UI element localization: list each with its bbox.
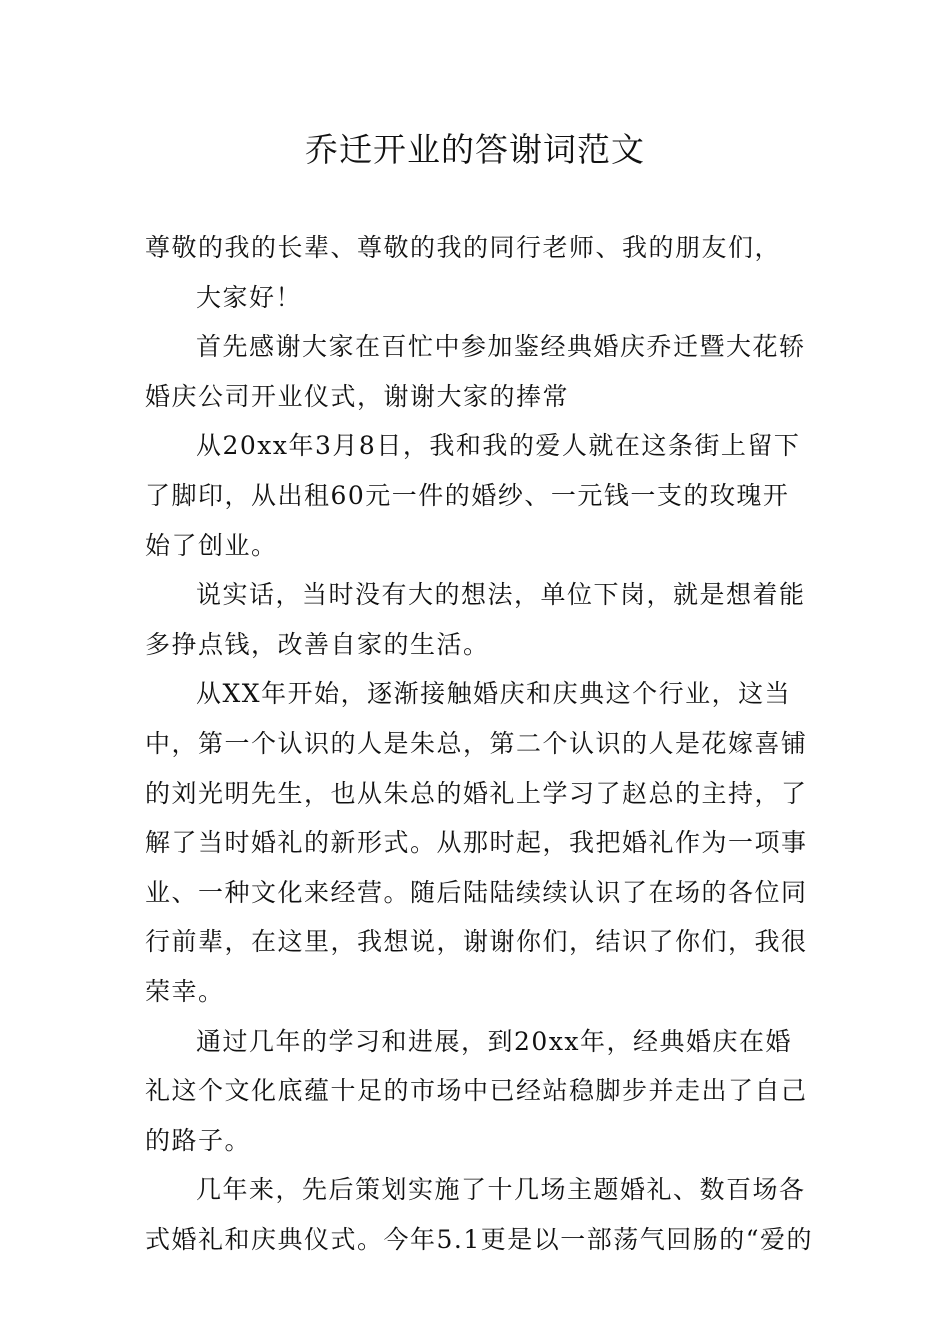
paragraph-salutation: 尊敬的我的长辈、尊敬的我的同行老师、我的朋友们，: [145, 233, 782, 262]
document-body: [145, 223, 815, 1264]
paragraph-beginning: 从20xx年3月8日，我和我的爱人就在这条街上留下了脚印，从出租60元一件的婚纱、一元钱一支的玫瑰开始了创业。: [145, 431, 801, 560]
paragraph-achievements: 几年来，先后策划实施了十几场主题婚礼、数百场各式婚礼和庆典仪式。今年5.1更是以一部荡气回肠的“爱的: [145, 1175, 814, 1254]
paragraph-industry: 从XX年开始，逐渐接触婚庆和庆典这个行业，这当中，第一个认识的人是朱总，第二个认识的人是花嫁喜铺的刘光明先生，也从朱总的婚礼上学习了赵总的主持，了解了当时婚礼的新形式。从那时起，我把婚礼作为一项事业、一种文化来经营。随后陆陆续续认识了在场的各位同行前辈，在这里，我想说，谢谢你们，结识了你们，我很荣幸。: [145, 679, 808, 1006]
paragraph-honesty: 说实话，当时没有大的想法，单位下岗，就是想着能多挣点钱，改善自家的生活。: [145, 580, 806, 659]
paragraph-thanks: 首先感谢大家在百忙中参加鉴经典婚庆乔迁暨大花轿婚庆公司开业仪式，谢谢大家的捧常: [145, 332, 806, 411]
document-title: 乔迁开业的答谢词范文: [305, 130, 645, 169]
paragraph-greeting: 大家好！: [196, 282, 303, 312]
paragraph-progress: 通过几年的学习和进展，到20xx年，经典婚庆在婚礼这个文化底蕴十足的市场中已经站稳脚步并走出了自己的路子。: [145, 1026, 808, 1155]
